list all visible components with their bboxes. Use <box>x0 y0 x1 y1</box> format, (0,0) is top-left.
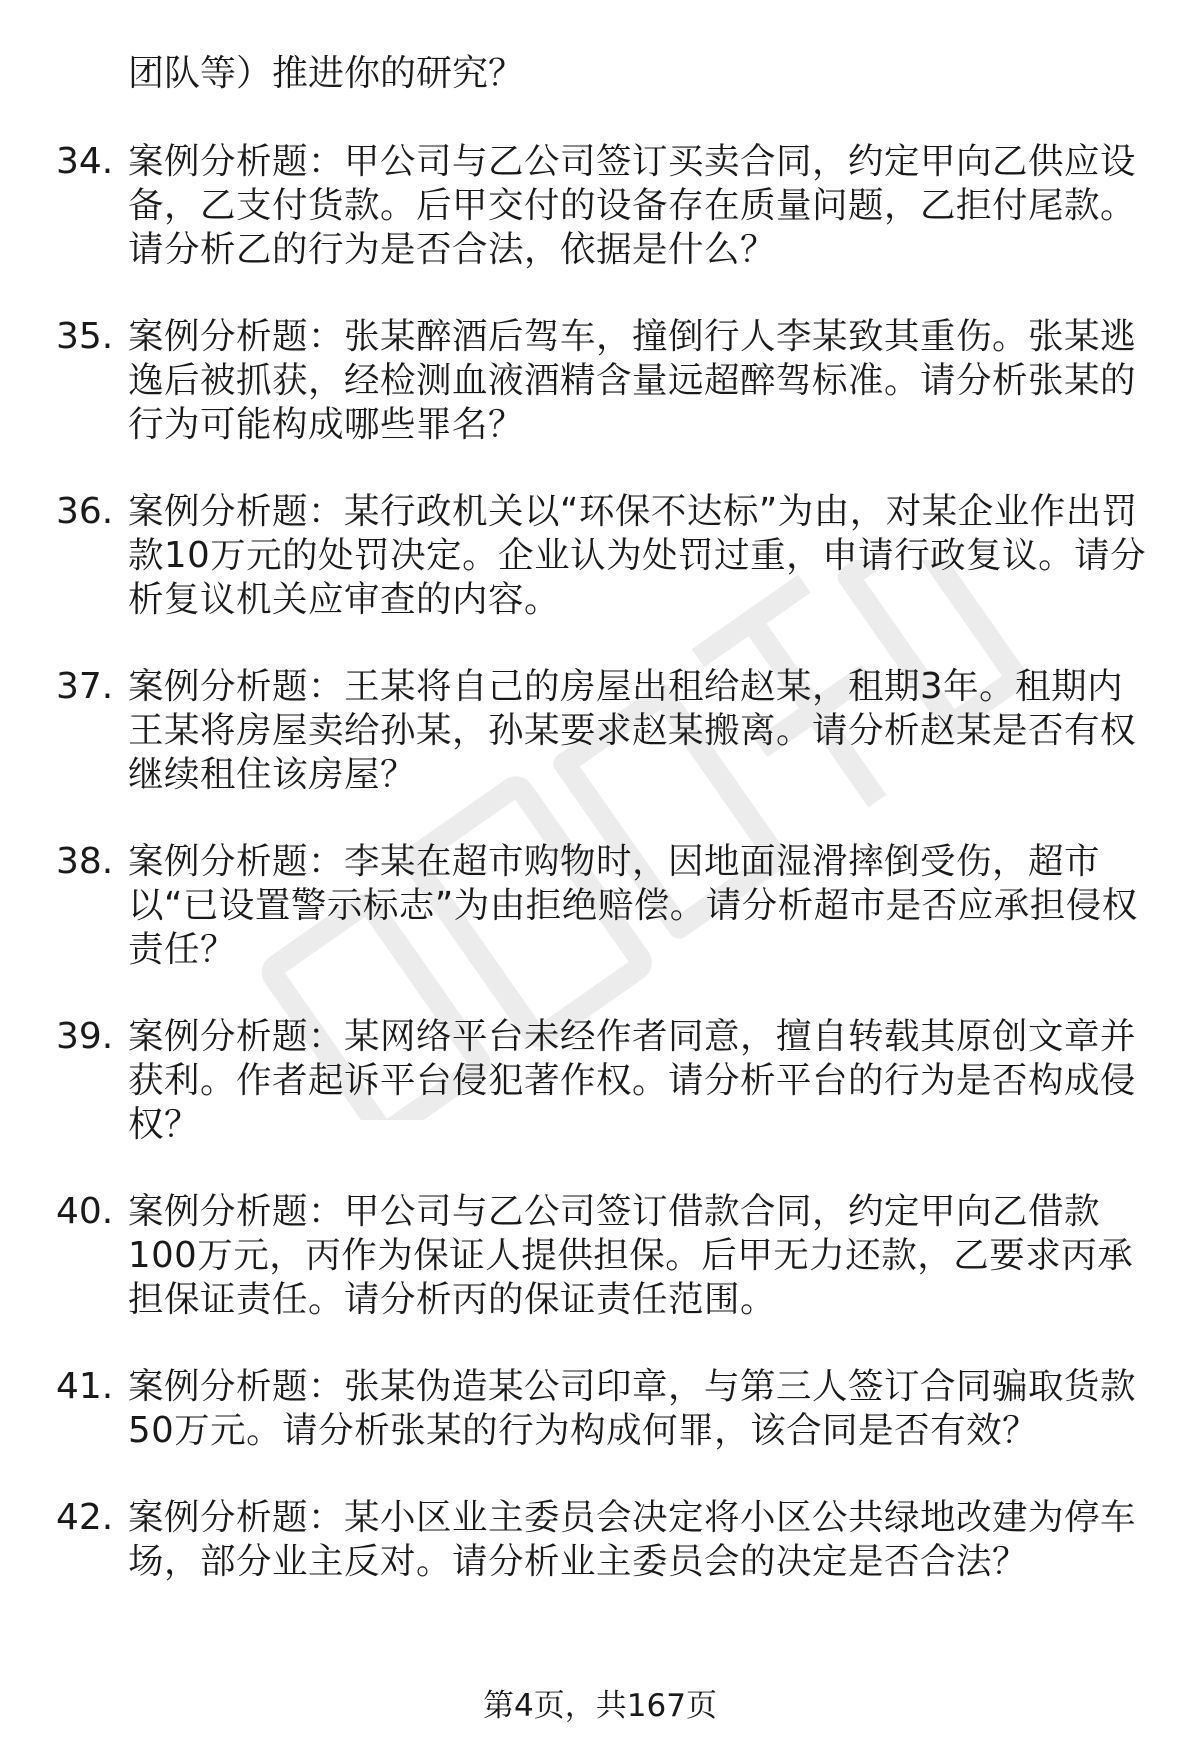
question-number: 37. <box>56 666 114 707</box>
question-item <box>0 1015 1200 1147</box>
question-number: 42. <box>56 1497 114 1538</box>
question-item <box>0 840 1200 972</box>
continuation-text: 团队等）推进你的研究？ <box>128 53 525 94</box>
question-item <box>0 140 1200 272</box>
question-list <box>0 52 1200 1627</box>
question-item <box>0 1496 1200 1584</box>
question-text: 案例分析题：甲公司与乙公司签订买卖合同，约定甲向乙供应设备，乙支付货款。后甲交付的设备存在质量问题，乙拒付尾款。请分析乙的行为是否合法，依据是什么？ <box>128 141 1137 270</box>
page-footer: 第4页，共167页 <box>483 1688 717 1724</box>
question-text: 案例分析题：李某在超市购物时，因地面湿滑摔倒受伤，超市以“已设置警示标志”为由拒绝赔偿。请分析超市是否应承担侵权责任？ <box>128 841 1138 970</box>
question-number: 41. <box>56 1366 114 1407</box>
question-number: 40. <box>56 1191 114 1232</box>
question-text: 案例分析题：某小区业主委员会决定将小区公共绿地改建为停车场，部分业主反对。请分析业主委员会的决定是否合法？ <box>128 1497 1137 1582</box>
question-number: 39. <box>56 1016 114 1057</box>
question-text: 案例分析题：甲公司与乙公司签订借款合同，约定甲向乙借款100万元，丙作为保证人提供担保。后甲无力还款，乙要求丙承担保证责任。请分析丙的保证责任范围。 <box>128 1191 1134 1320</box>
question-text: 案例分析题：张某醉酒后驾车，撞倒行人李某致其重伤。张某逃逸后被抓获，经检测血液酒精含量远超醉驾标准。请分析张某的行为可能构成哪些罪名？ <box>128 316 1137 445</box>
question-number: 35. <box>56 316 114 357</box>
question-number: 38. <box>56 841 114 882</box>
question-number: 34. <box>56 141 114 182</box>
question-text: 案例分析题：某行政机关以“环保不达标”为由，对某企业作出罚款10万元的处罚决定。企业认为处罚过重，申请行政复议。请分析复议机关应审查的内容。 <box>128 491 1147 620</box>
question-text: 案例分析题：张某伪造某公司印章，与第三人签订合同骗取货款50万元。请分析张某的行为构成何罪，该合同是否有效？ <box>128 1366 1137 1451</box>
question-item <box>0 665 1200 797</box>
question-item <box>0 490 1200 622</box>
question-item <box>0 315 1200 447</box>
question-item <box>0 1190 1200 1322</box>
question-number: 36. <box>56 491 114 532</box>
question-text: 案例分析题：王某将自己的房屋出租给赵某，租期3年。租期内王某将房屋卖给孙某，孙某要求赵某搬离。请分析赵某是否有权继续租住该房屋？ <box>128 666 1137 795</box>
question-text: 案例分析题：某网络平台未经作者同意，擅自转载其原创文章并获利。作者起诉平台侵犯著作权。请分析平台的行为是否构成侵权？ <box>128 1016 1137 1145</box>
question-item <box>0 1365 1200 1453</box>
